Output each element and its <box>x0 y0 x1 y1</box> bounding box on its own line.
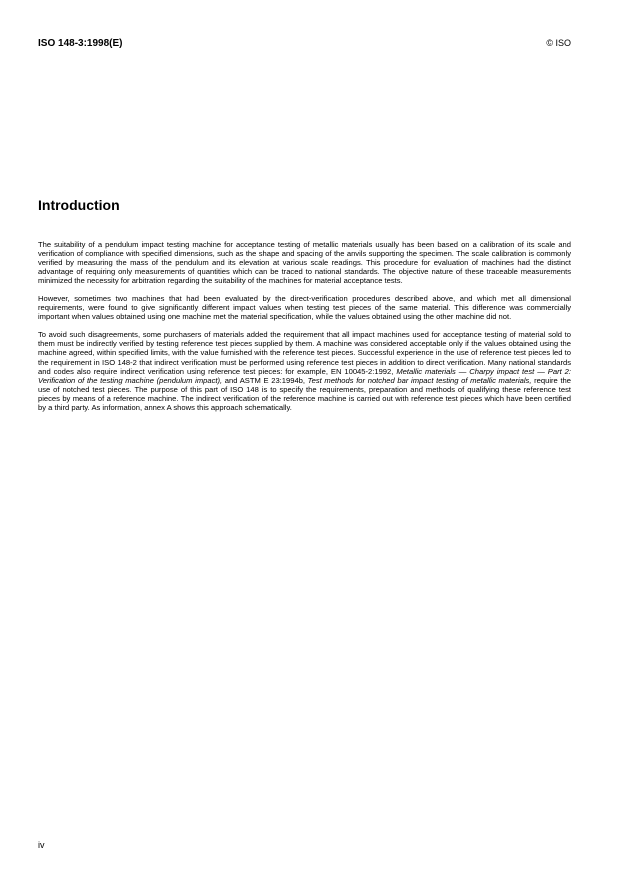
paragraph-3 <box>38 330 571 411</box>
paragraph-3-text-a: To avoid such disagreements, some purchasers of materials added the requirement that all impact machines used for acceptance testing of material sold to them must be indirectly verified by testing reference test pieces supplied by them. A machine was considered acceptable only if the values obtained using the machine agreed, within specified limits, with the value furnished with the reference test pieces. Successful experience in the use of reference test pieces led to the requirement in ISO 148-2 that indirect verification must be performed using reference test pieces in addition to direct verification. Many national standards and codes also require indirect verification using reference test pieces: for example, EN 10045-2:1992, <box>38 330 571 376</box>
paragraph-1: The suitability of a pendulum impact testing machine for acceptance testing of metallic materials usually has been based on a calibration of its scale and verification of compliance with specified dimensions, such as the shape and spacing of the anvils supporting the specimen. The scale calibration is commonly verified by measuring the mass of the pendulum and its elevation at various scale readings. This procedure for evaluation of machines had the distinct advantage of requiring only measurements of quantities which can be traced to national standards. The objective nature of these traceable measurements minimized the necessity for arbitration regarding the suitability of the machines for material acceptance tests. <box>38 240 571 286</box>
page-number: iv <box>38 840 45 850</box>
paragraph-3-text-c: require the use of notched test pieces. The purpose of this part of ISO 148 is to specify the requirements, preparation and methods of qualifying these reference test pieces by means of a reference machine. The indirect verification of the reference machine is carried out with reference test pieces which have been certified by a third party. As information, annex A shows this approach schematically. <box>38 375 571 412</box>
standard-title-astm-e23: Test methods for notched bar impact testing of metallic materials, <box>307 375 532 385</box>
standard-title-en10045: Metallic materials — Charpy impact test — Part 2: Verification of the testing machine (pendulum impact), <box>38 366 571 385</box>
introduction-body <box>38 240 571 421</box>
paragraph-2: However, sometimes two machines that had been evaluated by the direct-verification procedures described above, and which met all dimensional requirements, were found to give significantly different impact values when testing test pieces of the same material. This difference was commercially important when values obtained using one machine met the material specification, while the values obtained using the other machine did not. <box>38 294 571 322</box>
copyright-notice: © ISO <box>546 38 571 48</box>
section-title: Introduction <box>38 197 120 213</box>
document-id: ISO 148-3:1998(E) <box>38 38 123 49</box>
paragraph-3-text-b: and ASTM E 23:1994b, <box>222 375 308 385</box>
